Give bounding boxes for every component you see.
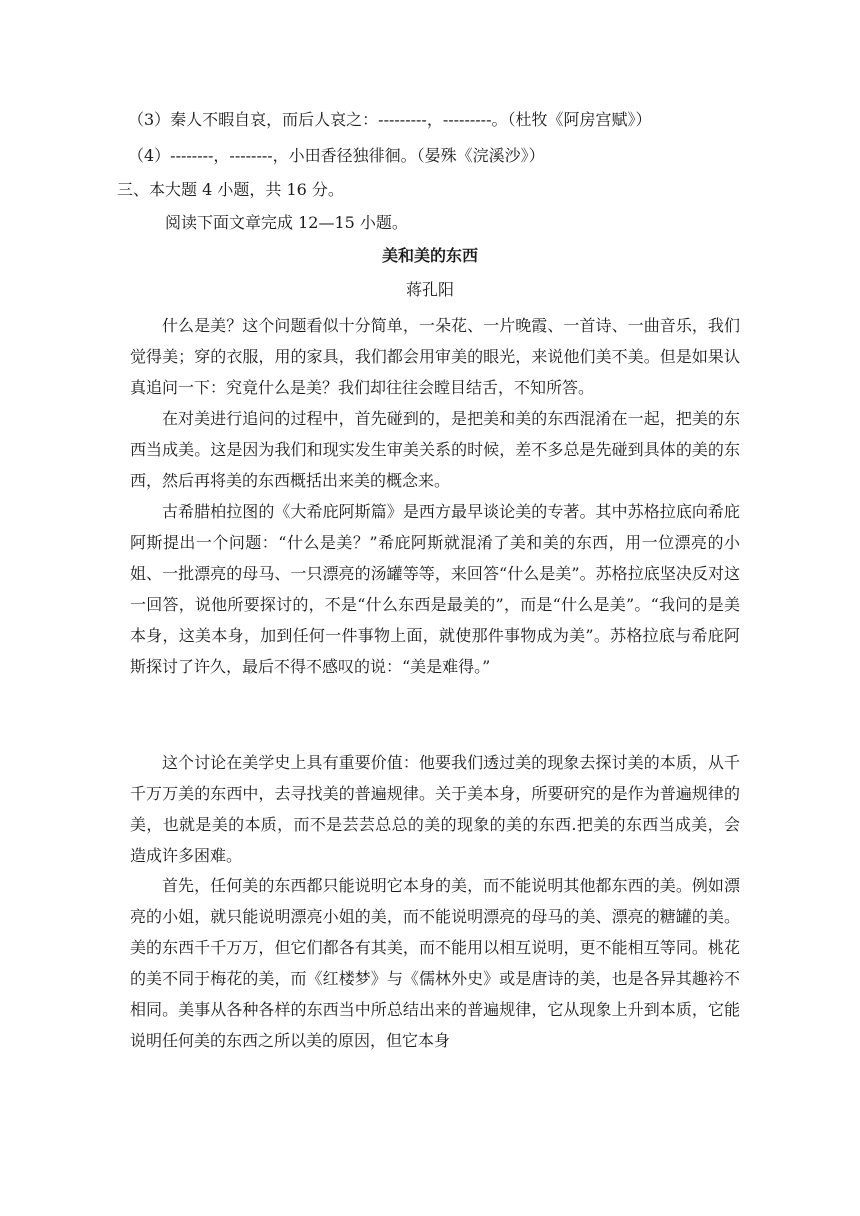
section-instruction: 阅读下面文章完成 12—15 小题。 <box>165 213 408 232</box>
question-4: （4）--------，--------，小田香径独徘徊。（晏殊《浣溪沙》） <box>128 146 545 165</box>
article-paragraph-1: 什么是美？这个问题看似十分简单，一朵花、一片晚霞、一首诗、一曲音乐，我们觉得美；穿的衣服，用的家具，我们都会用审美的眼光，来说他们美不美。但是如果认真追问一下：究竟什么是美？我们却往往会瞠目结舌，不知所答。 <box>130 316 740 397</box>
article-paragraph-3: 古希腊柏拉图的《大希庇阿斯篇》是西方最早谈论美的专著。其中苏格拉底向希庇阿斯提出一个问题：“什么是美？”希庇阿斯就混淆了美和美的东西，用一位漂亮的小姐、一批漂亮的母马、一只漂亮的汤罐等等，来回答“什么是美”。苏格拉底坚决反对这一回答，说他所要探讨的，不是“什么东西是最美的”，而是“什么是美”。“我问的是美本身，这美本身，加到任何一件事物上面，就使那件事物成为美”。苏格拉底与希庇阿斯探讨了许久，最后不得不感叹的说：“美是难得。” <box>130 502 740 676</box>
article-paragraph-5: 首先，任何美的东西都只能说明它本身的美，而不能说明其他都东西的美。例如漂亮的小姐，就只能说明漂亮小姐的美，而不能说明漂亮的母马的美、漂亮的糖罐的美。美的东西千千万万，但它们都各有其美，而不能用以相互说明，更不能相互等同。桃花的美不同于梅花的美，而《红楼梦》与《儒林外史》或是唐诗的美，也是各异其趣衿不相同。美事从各种各样的东西当中所总结出来的普遍规律，它从现象上升到本质，它能说明任何美的东西之所以美的原因，但它本身 <box>130 876 740 1050</box>
article-paragraph-2: 在对美进行追问的过程中，首先碰到的，是把美和美的东西混淆在一起，把美的东西当成美。这是因为我们和现实发生审美关系的时候，差不多总是先碰到具体的美的东西，然后再将美的东西概括出来美的概念来。 <box>130 409 740 490</box>
question-3: （3）秦人不暇自哀，而后人哀之：---------，---------。（杜牧《阿房宫赋》） <box>128 110 652 129</box>
article-title: 美和美的东西 <box>381 246 478 265</box>
article-paragraph-4: 这个讨论在美学史上具有重要价值：他要我们透过美的现象去探讨美的本质，从千千万万美的东西中，去寻找美的普遍规律。关于美本身，所要研究的是作为普遍规律的美，也就是美的本质，而不是芸芸总总的美的现象的美的东西.把美的东西当成美，会造成许多困难。 <box>130 753 740 865</box>
section-heading: 三、本大题 4 小题，共 16 分。 <box>117 180 344 199</box>
article-author: 蒋孔阳 <box>405 280 454 299</box>
